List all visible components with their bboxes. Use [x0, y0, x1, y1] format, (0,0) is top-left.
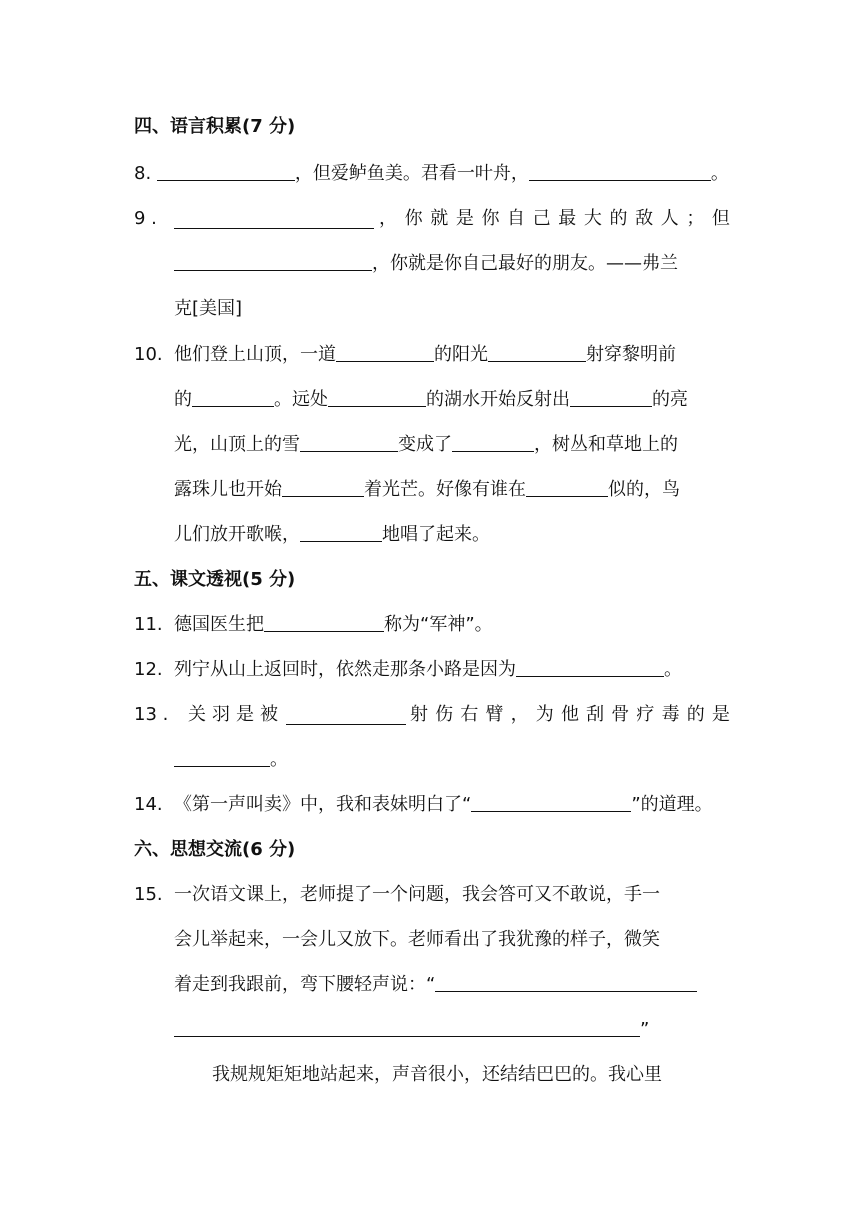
q8-number: 8. — [134, 163, 152, 184]
q9-blank-1[interactable] — [174, 210, 374, 229]
section-4-title: 四、语言积累(7 分) — [134, 116, 296, 137]
q9-line-1-text: ， 你 就 是 你 自 己 最 大 的 敌 人 ； 但 — [379, 208, 730, 229]
q10-line-3: 光，山顶上的雪 变成了 ，树丛和草地上的 — [174, 434, 678, 455]
q9-line-3: 克[美国] — [174, 298, 243, 319]
q15-number: 15. — [134, 884, 163, 905]
q15-blank-1[interactable] — [435, 973, 697, 992]
q11-blank[interactable] — [264, 613, 384, 632]
q14-number: 14. — [134, 794, 163, 815]
q9-line-1 — [174, 206, 730, 232]
q10-line-2: 的 。远处 的湖水开始反射出 的亮 — [174, 389, 688, 410]
q13-line-1: 关 羽 是 被 射 伤 右 臂 ， 为 他 刮 骨 疗 毒 的 是 — [188, 704, 730, 725]
q10-line-1: 他们登上山顶，一道 的阳光 射穿黎明前 — [174, 344, 676, 365]
q10-blank-4[interactable] — [328, 388, 426, 407]
q10-line-5: 儿们放开歌喉， 地唱了起来。 — [174, 524, 490, 545]
q13-blank-2[interactable] — [174, 748, 270, 767]
section-6-title: 六、思想交流(6 分) — [134, 839, 296, 860]
q10-blank-3[interactable] — [192, 388, 274, 407]
q10-number: 10. — [134, 344, 163, 365]
q10-blank-5[interactable] — [570, 388, 652, 407]
q9-blank-2[interactable] — [174, 252, 372, 271]
q9-line-2: ，你就是你自己最好的朋友。——弗兰 — [174, 251, 678, 277]
section-5-title: 五、课文透视(5 分) — [134, 569, 296, 590]
q15-line-4: ” — [174, 1017, 649, 1043]
q9-number: 9 . — [134, 208, 157, 229]
q15-line-1: 一次语文课上，老师提了一个问题，我会答可又不敢说，手一 — [174, 884, 660, 905]
q15-line-2: 会儿举起来，一会儿又放下。老师看出了我犹豫的样子，微笑 — [174, 929, 660, 950]
q8-text-1: ，但爱鲈鱼美。君看一叶舟， — [294, 163, 529, 184]
q15-line-3: 着走到我跟前，弯下腰轻声说：“ — [174, 972, 697, 998]
q13-blank-1[interactable] — [286, 706, 406, 725]
q12-number: 12. — [134, 659, 163, 680]
question-8 — [134, 161, 729, 187]
q10-blank-7[interactable] — [452, 433, 534, 452]
question-14: 《第一声叫卖》中，我和表妹明白了“ ”的道理。 — [174, 794, 713, 815]
question-12: 列宁从山上返回时，依然走那条小路是因为 。 — [174, 659, 682, 680]
q14-blank[interactable] — [471, 793, 631, 812]
q13-line-2: 。 — [174, 747, 288, 773]
q8-blank-1[interactable] — [157, 162, 295, 181]
q11-number: 11. — [134, 614, 163, 635]
q10-blank-9[interactable] — [526, 478, 608, 497]
q10-blank-10[interactable] — [300, 523, 382, 542]
q15-line-5: 我规规矩矩地站起来，声音很小，还结结巴巴的。我心里 — [212, 1064, 662, 1085]
q10-blank-1[interactable] — [336, 343, 434, 362]
q15-blank-2[interactable] — [174, 1018, 640, 1037]
q10-blank-8[interactable] — [282, 478, 364, 497]
q10-blank-2[interactable] — [488, 343, 586, 362]
q10-blank-6[interactable] — [300, 433, 398, 452]
q8-blank-2[interactable] — [529, 162, 711, 181]
q12-blank[interactable] — [516, 658, 664, 677]
q13-number: 13 . — [134, 704, 169, 725]
q8-text-2: 。 — [710, 163, 729, 184]
question-11: 德国医生把 称为“军神”。 — [174, 614, 493, 635]
q10-line-4: 露珠儿也开始 着光芒。好像有谁在 似的，鸟 — [174, 479, 680, 500]
